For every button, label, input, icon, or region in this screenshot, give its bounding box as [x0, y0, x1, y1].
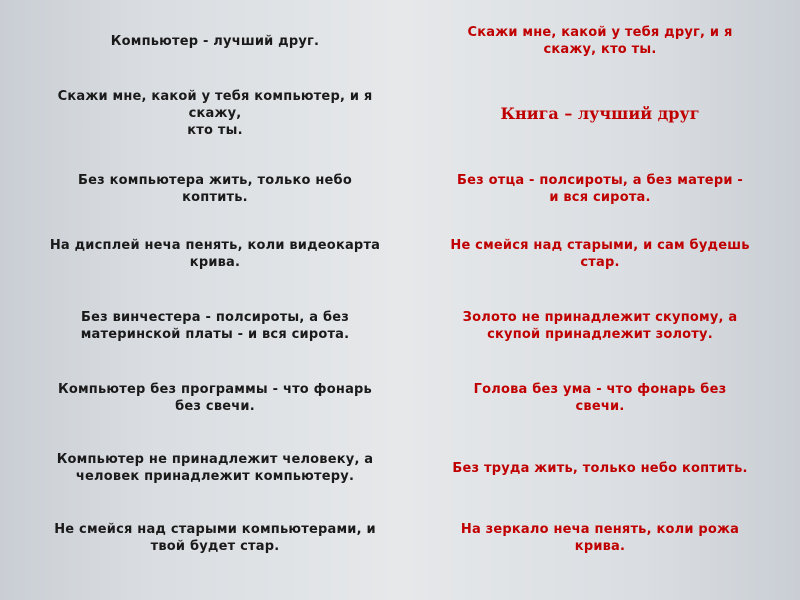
computer-proverb-3: Без компьютера жить, только небо коптить. — [78, 173, 352, 205]
computer-proverb-7: Компьютер не принадлежит человеку, а человек принадлежит компьютеру. — [56, 452, 374, 484]
computer-proverb-6: Компьютер без программы - что фонарь без свечи. — [58, 382, 372, 414]
original-proverb-7: Без труда жить, только небо коптить. — [452, 460, 748, 476]
computer-proverb-8: Не смейся над старыми компьютерами, и твой будет стар. — [54, 522, 376, 554]
original-proverb-1: Скажи мне, какой у тебя друг, и я скажу, кто ты. — [467, 25, 733, 57]
original-proverb-6: Голова без ума - что фонарь без свечи. — [473, 382, 727, 414]
original-proverb-3: Без отца - полсироты, а без матери - и вся сирота. — [457, 173, 743, 205]
computer-proverb-4: На дисплей неча пенять, коли видеокарта крива. — [49, 238, 381, 270]
computer-proverbs-column — [12, 0, 418, 600]
original-proverb-5: Золото не принадлежит скупому, а скупой принадлежит золоту. — [462, 310, 738, 342]
original-proverbs-column — [418, 0, 782, 600]
computer-proverb-2: Скажи мне, какой у тебя компьютер, и я скажу, кто ты. — [57, 88, 373, 138]
original-proverb-8: На зеркало неча пенять, коли рожа крива. — [460, 522, 740, 554]
original-proverb-4: Не смейся над старыми, и сам будешь стар. — [450, 238, 750, 270]
computer-proverb-1: Компьютер - лучший друг. — [110, 33, 320, 49]
computer-proverb-5: Без винчестера - полсироты, а без материнской платы - и вся сирота. — [80, 310, 350, 342]
original-proverb-2: Книга – лучший друг — [500, 103, 700, 123]
